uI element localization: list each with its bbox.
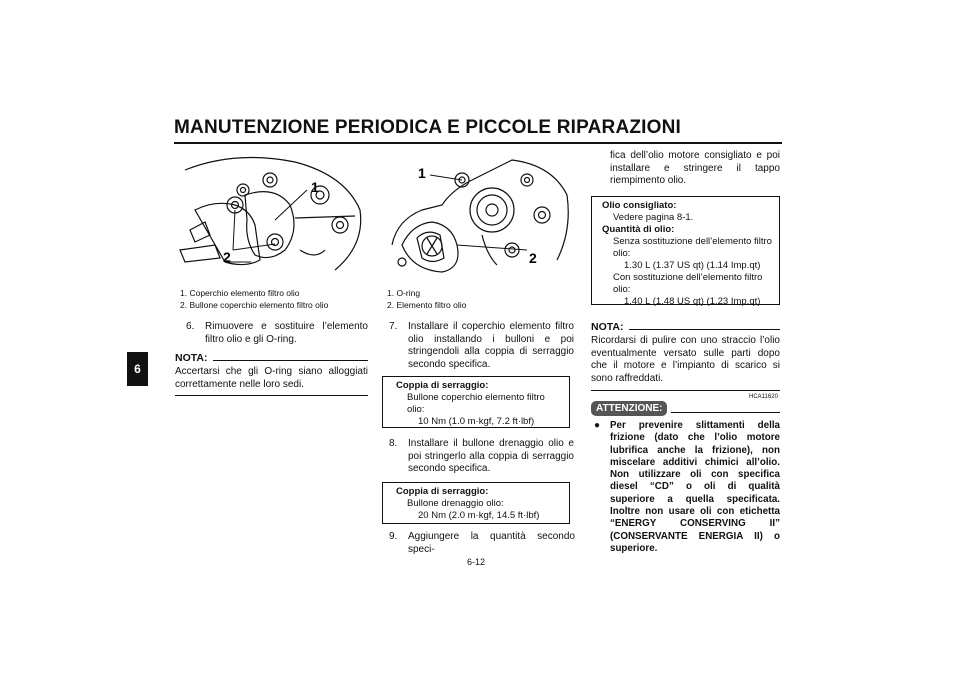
fig1-caption-2: 2. Bullone coperchio elemento filtro olio: [180, 300, 329, 310]
note-2-label: NOTA:: [591, 321, 624, 333]
figure-oil-filter-cover: [175, 150, 370, 280]
oil-quantity-value-1: 1.30 L (1.37 US qt) (1.14 Imp.qt): [624, 260, 761, 271]
warning-rule: [671, 412, 780, 413]
fig2-caption-1: 1. O-ring: [387, 288, 421, 298]
oil-quantity-label-2: Con sostituzione dell’elemento filtro olio:: [613, 272, 763, 295]
warning-code: HCA11620: [749, 394, 778, 400]
step-8: [389, 438, 574, 476]
page-title: MANUTENZIONE PERIODICA E PICCOLE RIPARAZIONI: [174, 117, 682, 138]
oil-quantity-value-2: 1.40 L (1.48 US qt) (1.23 Imp.qt): [624, 296, 761, 307]
step-7: [389, 321, 574, 371]
oil-spec-heading: Olio consigliato:: [602, 200, 677, 211]
note-1: [175, 352, 368, 396]
step-6-number: 6.: [186, 321, 195, 332]
section-tab: 6: [127, 352, 148, 386]
oil-quantity-label-1: Senza sostituzione dell’elemento filtro olio:: [613, 236, 772, 259]
figure-oil-filter-element: [382, 150, 577, 280]
fig1-callout-1: 1: [311, 179, 319, 195]
torque-box-2-line2: 20 Nm (2.0 m·kgf, 14.5 ft·lbf): [418, 510, 540, 521]
fig2-caption-2: 2. Elemento filtro olio: [387, 300, 467, 310]
fig2-callout-2: 2: [529, 250, 537, 266]
note-1-rule: [213, 360, 368, 361]
note-2-text: Ricordarsi di pulire con uno straccio l’olio eventualmente versato sulle parti dopo che il motore e l’impianto di scarico si sono raffreddati.: [591, 335, 780, 384]
note-2: [591, 321, 780, 391]
step-7-text: Installare il coperchio elemento filtro olio installando i bulloni e poi stringendoli alla coppia di serraggio secondo specifica.: [408, 321, 574, 370]
torque-box-2: [382, 482, 570, 524]
torque-box-2-heading: Coppia di serraggio:: [396, 486, 489, 497]
torque-box-1-line3: 10 Nm (1.0 m·kgf, 7.2 ft·lbf): [418, 416, 535, 427]
torque-box-2-line1: Bullone drenaggio olio:: [407, 498, 504, 509]
warning-header: [591, 401, 780, 416]
fig1-caption-1: 1. Coperchio elemento filtro olio: [180, 288, 300, 298]
torque-box-1-line1: Bullone coperchio elemento filtro: [407, 392, 545, 403]
step-7-number: 7.: [389, 321, 398, 332]
step-8-text: Installare il bullone drenaggio olio e poi stringerlo alla coppia di serraggio secondo specifica.: [408, 438, 574, 475]
note-1-text: Accertarsi che gli O-ring siano alloggiati correttamente nelle loro sedi.: [175, 366, 368, 390]
oil-quantity-heading: Quantità di olio:: [602, 224, 675, 235]
step-9-number: 9.: [389, 531, 398, 542]
fig1-callout-2: 2: [223, 249, 231, 265]
warning-badge: ATTENZIONE:: [591, 401, 667, 416]
note-2-bottom-rule: [591, 390, 780, 391]
oil-spec-box: [591, 196, 780, 305]
step-8-number: 8.: [389, 438, 398, 449]
title-rule: [174, 142, 782, 144]
step-9-text: Aggiungere la quantità secondo speci-: [408, 531, 575, 555]
page-number: 6-12: [467, 557, 486, 567]
oil-spec-line: Vedere pagina 8-1.: [613, 212, 694, 223]
fig2-callout-1: 1: [418, 165, 426, 181]
torque-box-1-line2: olio:: [407, 404, 425, 415]
note-1-bottom-rule: [175, 395, 368, 396]
step-6: [186, 321, 368, 346]
warning-text: Per prevenire slittamenti della frizione (dato che l’olio motore lubrifica anche la frizione), non miscelare additivi chimici all’olio. Non utilizzare oli con specifica diesel “CD” o oli di qualità superiore a quella specificata. Inoltre non usare oli con etichetta “ENERGY CONSERVING II” (CONSERVANTE ENERGIA II) o superiore.: [610, 420, 780, 554]
torque-box-1: [382, 376, 570, 428]
note-1-label: NOTA:: [175, 352, 208, 364]
step-6-text: Rimuovere e sostituire l’elemento filtro olio e gli O-ring.: [205, 321, 368, 345]
warning-bullet-icon: ●: [594, 420, 601, 431]
torque-box-1-heading: Coppia di serraggio:: [396, 380, 489, 391]
note-2-rule: [629, 329, 780, 330]
step-9: [389, 531, 575, 556]
step-9-continuation: fica dell’olio motore consigliato e poi installare e stringere il tappo riempimento olio.: [610, 150, 780, 187]
